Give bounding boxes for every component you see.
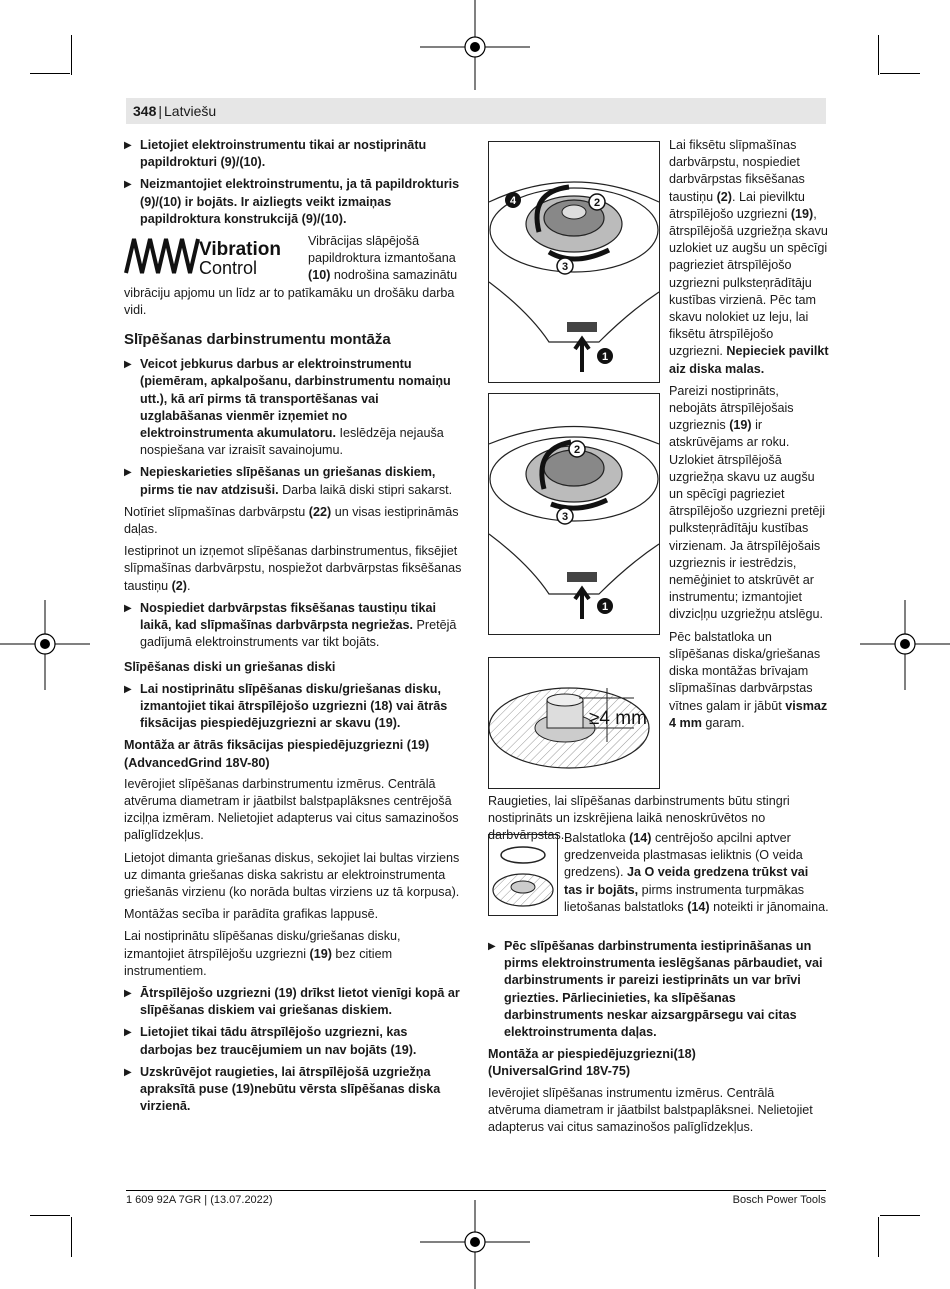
logo-word-control: Control xyxy=(199,258,258,279)
figure-label: 3 xyxy=(561,261,569,273)
figure-label: 1 xyxy=(601,351,609,363)
bullet-item: ▶ Uzskrūvējot raugieties, lai ātrspīlējošā uzgriežņa apraksītā puse (19)nebūtu vērsta slīpēšanas diska virzienā. xyxy=(124,1064,441,1114)
bullet-item: ▶ Neizmantojiet elektroinstrumentu, ja tā papildrokturis (9)/(10) ir bojāts. Ir aizliegts veikt izmaiņas papildroktura konstrukcijā (9)/(10). xyxy=(124,177,460,226)
registration-mark-right xyxy=(860,600,950,690)
right-text-oring xyxy=(564,830,829,921)
subsection-heading: Montāža ar ātrās fiksācijas piespiedējuzgriezni (19) xyxy=(124,738,430,753)
page-header xyxy=(126,98,826,124)
footer-doc-id: 1 609 92A 7GR | (13.07.2022) xyxy=(126,1194,273,1206)
bullet-triangle-icon: ▶ xyxy=(124,1027,132,1039)
subsection-heading-model: (UniversalGrind 18V-75) xyxy=(488,1064,631,1079)
left-column xyxy=(124,137,462,1120)
paragraph: Notīriet slīpmašīnas darbvārpstu (22) un visas iestiprināmās daļas. xyxy=(124,504,459,537)
crop-mark xyxy=(878,1217,879,1257)
registration-mark-left xyxy=(0,600,90,690)
subsection-heading-model: (AdvancedGrind 18V-80) xyxy=(124,755,270,770)
paragraph: Lai fiksētu slīpmašīnas darbvārpstu, nospiediet darbvārpstas fiksēšanas taustiņu (2). Lai pievilktu ātrspīlējošo uzgriezni (19), ātrspīlējošā uzgriežņa skavu uzlokiet uz augšu un spēcīgi pagrieziet ātrspīlējošo uzgriezni pulksteņrādītāju kustības virzienā. Pēc tam skavu nolokiet uz leju, lai fiksētu ātrspīlējošo uzgriezni. Nepieciek pavilkt aiz diska malas. xyxy=(669,138,829,376)
bullet-triangle-icon: ▶ xyxy=(124,467,132,479)
section-heading: Slīpēšanas darbinstrumentu montāža xyxy=(124,331,391,349)
crop-mark xyxy=(71,35,72,75)
subsection-heading: Slīpēšanas diski un griešanas diski xyxy=(124,660,336,675)
figure-tighten-nut-drawing xyxy=(489,142,659,382)
right-text-fig1 xyxy=(669,137,829,737)
bullet-item: ▶ Lietojiet tikai tādu ātrspīlējošo uzgriezni, kas darbojas bez traucējumiem un nav bojāts (19). xyxy=(124,1025,417,1057)
paragraph: Iestiprinot un izņemot slīpēšanas darbinstrumentus, fiksējiet slīpmašīnas darbvārpstu, nospiežot darbvārpstas fiksēšanas taustiņu (2). xyxy=(124,544,462,593)
header-separator: | xyxy=(158,103,162,119)
paragraph: Lietojot dimanta griešanas diskus, sekojiet lai bultas virziens uz dimanta griešanas diska sakristu ar elektroinstrumenta griešanās virzienu (ko norāda bultas virziens uz tā korpusa). xyxy=(124,850,460,899)
bullet-triangle-icon: ▶ xyxy=(124,140,132,151)
figure-thread-length-drawing xyxy=(489,658,659,788)
bullet-triangle-icon: ▶ xyxy=(124,683,132,695)
vibration-control-text: Vibrācijas slāpējošā papildroktura izmantošana (10) nodrošina samazinātu vibrāciju apjomu un līdz ar to patīkamāku un drošāku darba vidi. xyxy=(124,234,458,317)
bullet-item: ▶ Lai nostiprinātu slīpēšanas disku/griešanas disku, izmantojiet tikai ātrspīlējošo uzgriezni (18) vai ātrās fiksācijas piespiedējuzgriezni ar skavu (19). xyxy=(124,681,448,731)
registration-mark-bottom xyxy=(420,1200,530,1289)
right-text-bottom xyxy=(488,938,828,1141)
bullet-triangle-icon: ▶ xyxy=(488,941,496,952)
paragraph: Ievērojiet slīpēšanas instrumentu izmērus. Centrālā atvēruma diametram ir jāatbilst balstpaplāksnei. Nelietojiet adapterus vai citus samazinošos palīglīdzekļus. xyxy=(488,1085,813,1135)
crop-mark xyxy=(30,1215,70,1216)
crop-mark xyxy=(30,73,70,74)
figure-label: 2 xyxy=(593,197,601,209)
bullet-triangle-icon: ▶ xyxy=(124,987,132,999)
thread-length-label: ≥4 mm xyxy=(589,708,647,729)
figure-loosen-nut xyxy=(488,393,660,635)
paragraph: Lai nostiprinātu slīpēšanas disku/griešanas disku, izmantojiet ātrspīlējošu uzgriezni (19) bez citiem instrumentiem. xyxy=(124,929,401,978)
footer-brand: Bosch Power Tools xyxy=(732,1194,826,1206)
bullet-triangle-icon: ▶ xyxy=(124,1066,132,1078)
bullet-item: ▶ Lietojiet elektroinstrumentu tikai ar nostiprinātu papildrokturi (9)/(10). xyxy=(124,138,427,170)
figure-label: 1 xyxy=(601,601,609,613)
paragraph: Ievērojiet slīpēšanas darbinstrumentu izmērus. Centrālā atvēruma diametram ir jāatbilst balstpaplāksnes centrējošā izciļņa izmēram. Nelietojiet adapterus vai citus samazinošos palīglīdzekļus. xyxy=(124,776,459,843)
figure-label: 4 xyxy=(509,195,517,207)
bullet-triangle-icon: ▶ xyxy=(124,359,132,371)
bullet-triangle-icon: ▶ xyxy=(124,602,132,614)
bullet-item: ▶ Nospiediet darbvārpstas fiksēšanas taustiņu tikai laikā, kad slīpmašīnas darbvārpsta negriežas. Pretējā gadījumā elektroinstruments var tikt bojāts. xyxy=(124,600,457,650)
page-number: 348 xyxy=(133,103,157,119)
figure-thread-length xyxy=(488,657,660,789)
paragraph: Balstatloka (14) centrējošo apcilni aptver gredzenveida plastmasas ieliktnis (O veida gredzens). Ja O veida gredzena trūkst vai tas ir bojāts, pirms instrumenta turpmākas lietošanas balstatloks (14) noteikti ir jānomaina. xyxy=(564,831,829,914)
figure-tighten-nut xyxy=(488,141,660,383)
bullet-triangle-icon: ▶ xyxy=(124,179,132,191)
registration-mark-top xyxy=(420,0,530,90)
figure-loosen-nut-drawing xyxy=(489,394,659,634)
crop-mark xyxy=(880,1215,920,1216)
crop-mark xyxy=(880,73,920,74)
vibration-control-block xyxy=(124,233,462,319)
crop-mark xyxy=(71,1217,72,1257)
page-footer xyxy=(126,1190,826,1206)
paragraph: Pēc balstatloka un slīpēšanas diska/griešanas diska montāžas brīvajam slīpmašīnas darbvārpstas vītnes galam ir jābūt vismaz 4 mm garam. xyxy=(669,629,828,730)
bullet-item: ▶ Ātrspīlējošo uzgriezni (19) drīkst lietot vienīgi kopā ar slīpēšanas diskiem vai griešanas diskiem. xyxy=(124,985,460,1018)
vibration-control-logo xyxy=(124,233,302,279)
paragraph: Pareizi nostiprināts, nebojāts ātrspīlējošais uzgrieznis (19) ir atskrūvējams ar roku. Uzlokiet ātrspīlējošā uzgriežņa skavu uz augšu un spēcīgi pagrieziet ātrspīlējošo uzgriezni pretēji pulksteņrādītāju kustības virzienam. Ja ātrspīlējošais uzgrieznis ir iestrēdzis, nemēģiniet to atskrūvēt ar instrumentu; izmantojiet divzicļņu uzgriežņu atslēgu. xyxy=(669,383,826,622)
paragraph: Montāžas secība ir parādīta grafikas lappusē. xyxy=(124,907,379,922)
figure-label: 3 xyxy=(561,511,569,523)
paragraph: Raugieties, lai slīpēšanas darbinstruments būtu stingri nostiprināts un izskrējiena laikā nenoskrūvētos no darbvārpstas. xyxy=(488,794,790,843)
subsection-heading: Montāža ar piespiedējuzgriezni(18) xyxy=(488,1047,696,1062)
crop-mark xyxy=(878,35,879,75)
logo-word-vibration: Vibration xyxy=(199,239,281,261)
bullet-item: ▶ Nepieskarieties slīpēšanas un griešanas diskiem, pirms tie nav atdzisuši. Darba laikā diski stipri sakarst. xyxy=(124,465,453,497)
bullet-item: ▶ Veicot jebkurus darbus ar elektroinstrumentu (piemēram, apkalpošanu, darbinstrumentu nomaiņu utt.), kā arī pirms tā transportēšanas vai uzglabāšanas vienmēr izņemiet no elektroinstrumenta akumulatoru. Ieslēdzēja nejauša nospiešana var izraisīt savainojumu. xyxy=(124,357,451,458)
header-language: Latviešu xyxy=(164,103,217,119)
bullet-item: ▶ Pēc slīpēšanas darbinstrumenta iestiprināšanas un pirms elektroinstrumenta ieslēgšanas pārbaudiet, vai darbinstruments ir pareizi iestiprināts un var brīvi griezties. Pārliecinieties, ka slīpēšanas darbinstruments neskar aizsargpārsegu vai citas elektroinstrumenta daļas. xyxy=(488,939,823,1040)
figure-label: 2 xyxy=(573,444,581,456)
